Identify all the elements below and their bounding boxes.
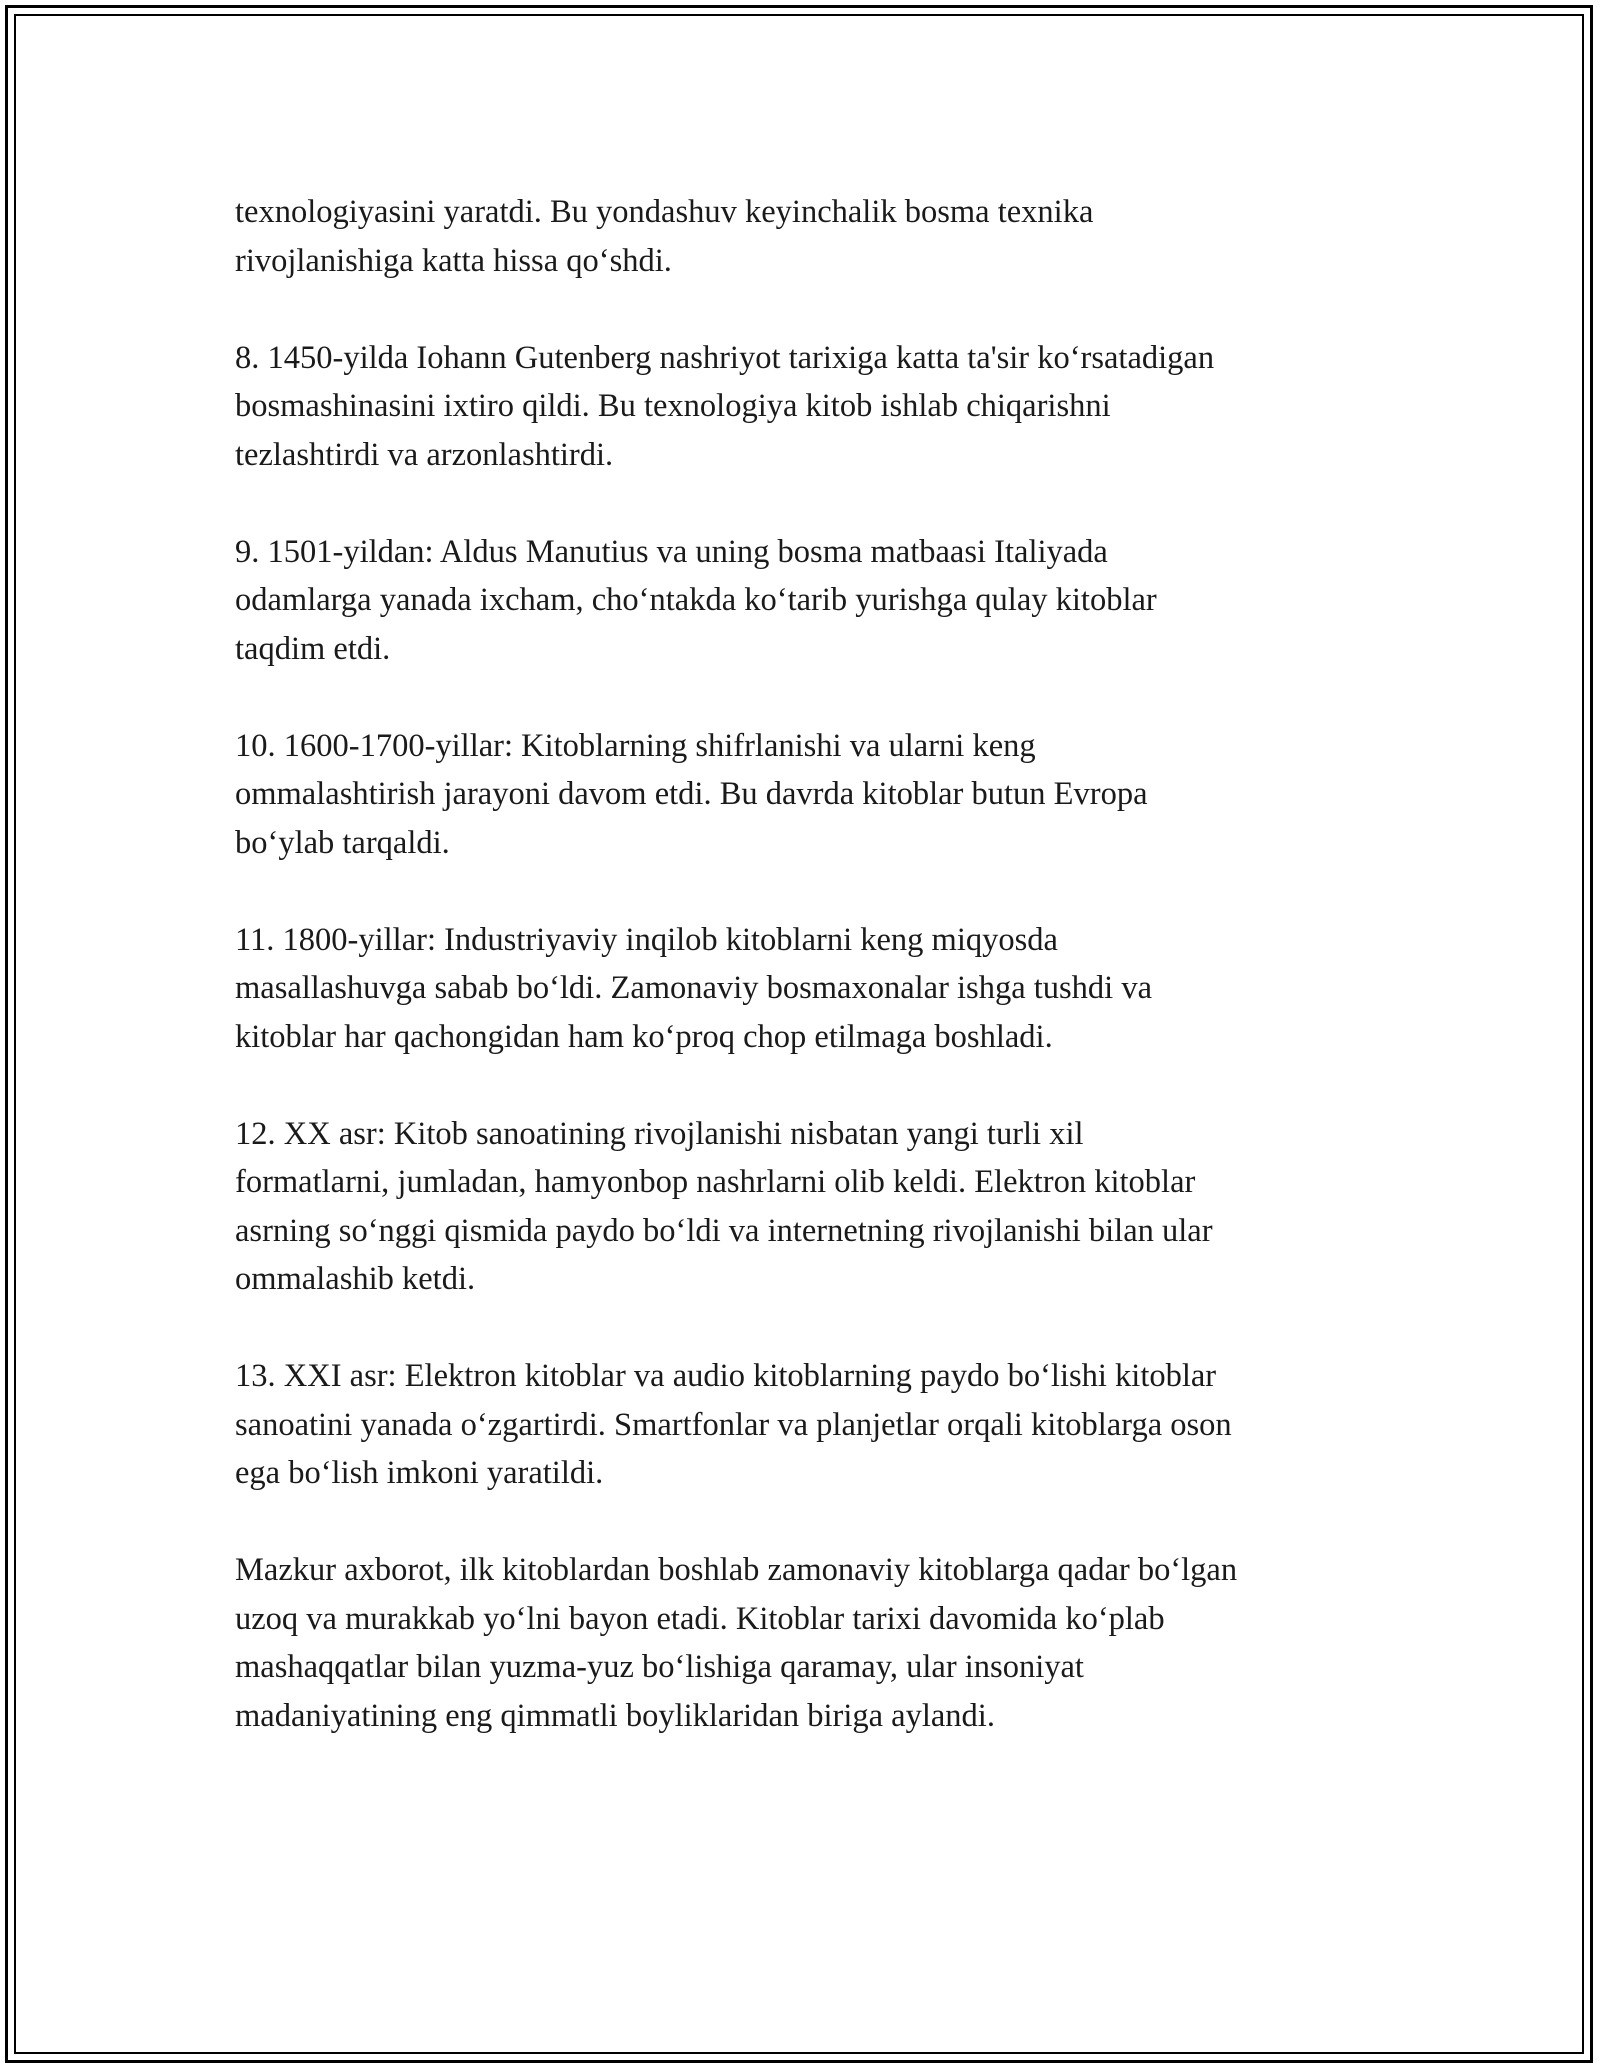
paragraph-item-8: 8. 1450-yilda Iohann Gutenberg nashriyot tarixiga katta ta'sir ko‘rsatadigan bosmashinasini ixtiro qildi. Bu texnologiya kitob ishlab chiqarishni tezlashtirdi va arzonlashtirdi. [235,339,1215,473]
paragraph-continuation: texnologiyasini yaratdi. Bu yondashuv keyinchalik bosma texnika rivojlanishiga katta hissa qo‘shdi. [235,194,1094,279]
paragraph-conclusion: Mazkur axborot, ilk kitoblardan boshlab zamonaviy kitoblarga qadar bo‘lgan uzoq va murakkab yo‘lni bayon etadi. Kitoblar tarixi davomida ko‘plab mashaqqatlar bilan yuzma-yuz bo‘lishiga qaramay, ular insoniyat madaniyatining eng qimmatli boyliklaridan biriga aylandi. [235,1552,1238,1734]
document-body [235,188,1385,1740]
paragraph-item-10: 10. 1600-1700-yillar: Kitoblarning shifrlanishi va ularni keng ommalashtirish jarayoni davom etdi. Bu davrda kitoblar butun Evropa bo‘ylab tarqaldi. [235,727,1148,861]
paragraph-item-11: 11. 1800-yillar: Industriyaviy inqilob kitoblarni keng miqyosda masallashuvga sabab bo‘ldi. Zamonaviy bosmaxonalar ishga tushdi va kitoblar har qachongidan ham ko‘proq chop etilmaga boshladi. [235,921,1153,1055]
paragraph-item-9: 9. 1501-yildan: Aldus Manutius va uning bosma matbaasi Italiyada odamlarga yanada ixcham, cho‘ntakda ko‘tarib yurishga qulay kitoblar taqdim etdi. [235,533,1157,667]
paragraph-item-13: 13. XXI asr: Elektron kitoblar va audio kitoblarning paydo bo‘lishi kitoblar sanoatini yanada o‘zgartirdi. Smartfonlar va planjetlar orqali kitoblarga oson ega bo‘lish imkoni yaratildi. [235,1358,1232,1491]
paragraph-item-12: 12. XX asr: Kitob sanoatining rivojlanishi nisbatan yangi turli xil formatlarni, jumladan, hamyonbop nashrlarni olib keldi. Elektron kitoblar asrning so‘nggi qismida paydo bo‘ldi va internetning rivojlanishi bilan ular ommalashib ketdi. [235,1115,1213,1297]
